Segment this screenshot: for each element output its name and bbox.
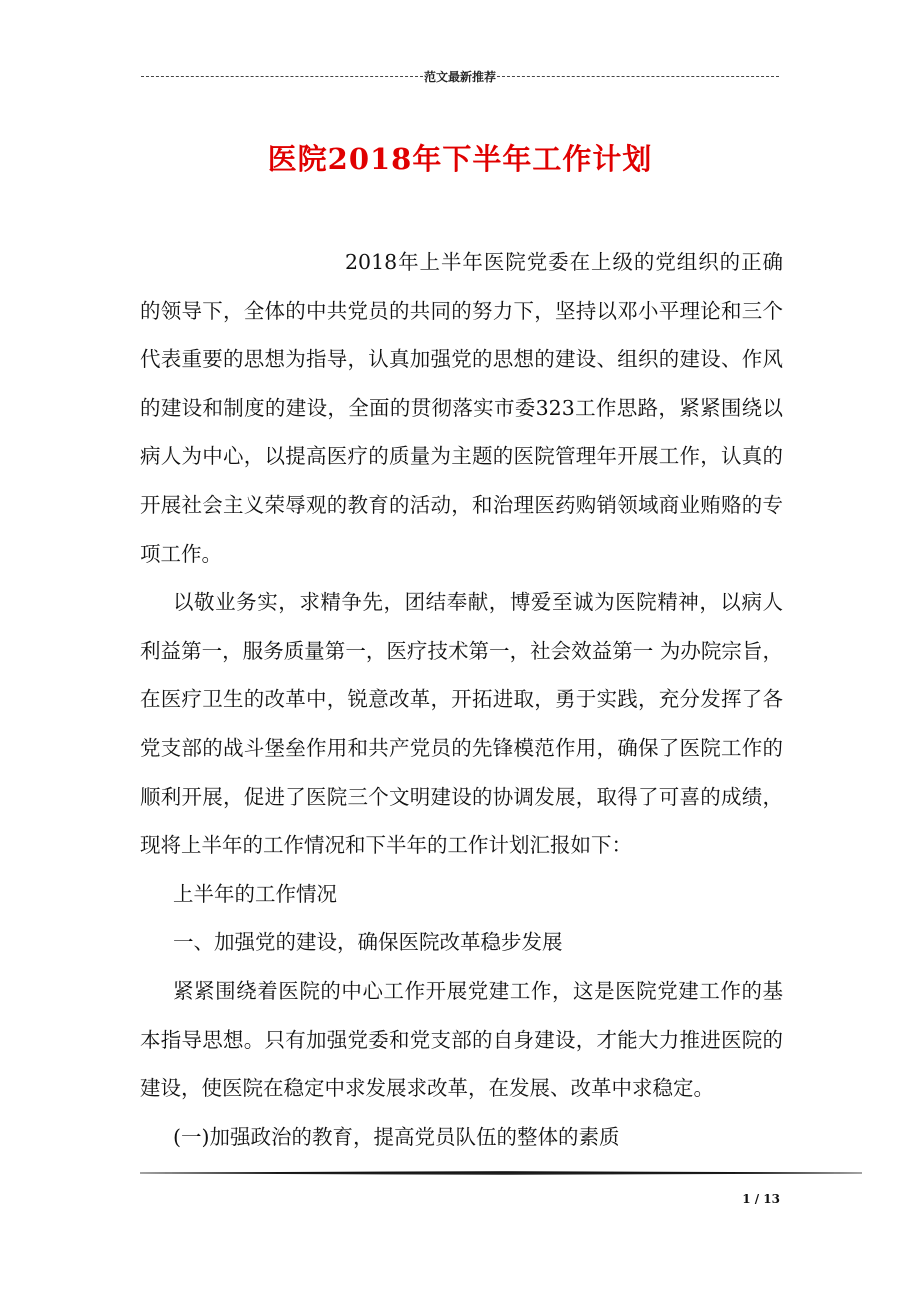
paragraph-intro: 2018年上半年医院党委在上级的党组织的正确的领导下，全体的中共党员的共同的努力下，坚持以邓小平理论和三个代表重要的思想为指导，认真加强党的思想的建设、组织的建设、作风的建设和制度的建设，全面的贯彻落实市委323工作思路，紧紧围绕以病人为中心，以提高医疗的质量为主题的医院管理年开展工作，认真的开展社会主义荣辱观的教育的活动，和治理医药购销领域商业贿赂的专项工作。 [140, 250, 783, 566]
section-heading: 上半年的工作情况 [173, 881, 337, 906]
document-title: 医院2018年下半年工作计划 [267, 142, 653, 177]
paragraph-guidance: 紧紧围绕着医院的中心工作开展党建工作，这是医院党建工作的基本指导思想。只有加强党委和党支部的自身建设，才能大力推进医院的建设，使医院在稳定中求发展求改革，在发展、改革中求稳定。 [140, 978, 783, 1101]
header-label: 范文最新推荐 [424, 69, 497, 84]
page-number: 1 / 13 [742, 1192, 780, 1206]
subsection-heading: 一、加强党的建设，确保医院改革稳步发展 [173, 930, 563, 955]
header-dash-right [497, 76, 779, 77]
paragraph-spirit: 以敬业务实，求精争先，团结奉献，博爱至诚为医院精神，以病人利益第一，服务质量第一，医疗技术第一，社会效益第一 为办院宗旨，在医疗卫生的改革中，锐意改革，开拓进取，勇于实践，充分发挥了各党支部的战斗堡垒作用和共产党员的先锋模范作用，确保了医院工作的顺利开展，促进了医院三个文明建设的协调发展，取得了可喜的成绩，现将上半年的工作情况和下半年的工作计划汇报如下： [140, 590, 783, 858]
header-dash-left [141, 76, 423, 77]
document-body [140, 238, 783, 1161]
item-heading: (一)加强政治的教育，提高党员队伍的整体的素质 [173, 1124, 620, 1149]
footer-divider [140, 1171, 862, 1175]
page-header [140, 66, 780, 86]
